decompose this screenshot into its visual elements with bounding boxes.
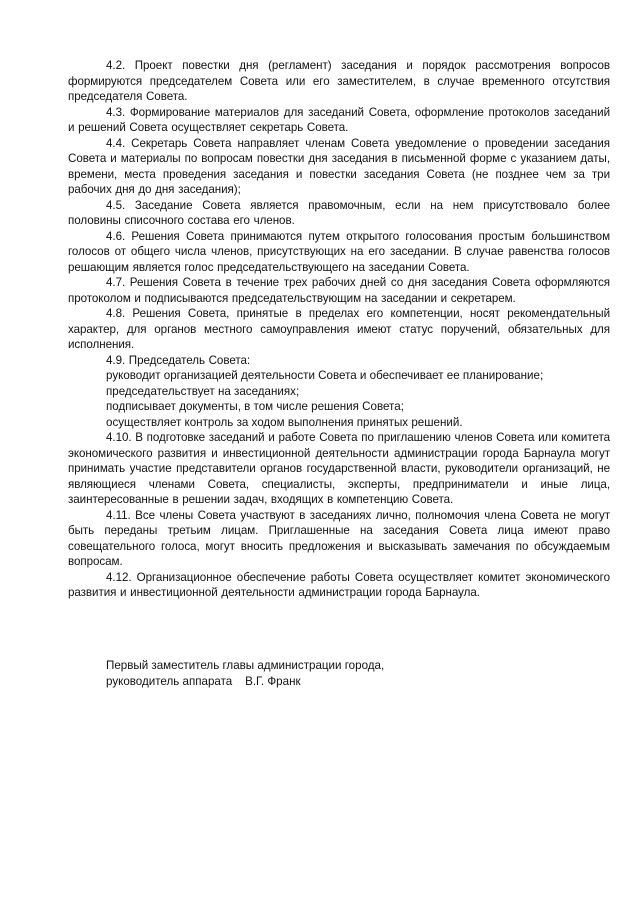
paragraph-4-7: 4.7. Решения Совета в течение трех рабочих дней со дня заседания Совета оформляются протоколом и подписываются председательствующим на заседании и секретарем. [68, 276, 610, 305]
paragraph-4-9: 4.9. Председатель Совета: [106, 353, 251, 367]
chair-duty-item: подписывает документы, в том числе решения Совета; [106, 400, 404, 413]
chair-duty-item: руководит организацией деятельности Совета и обеспечивает ее планирование; [106, 369, 544, 382]
paragraph-4-11: 4.11. Все члены Совета участвуют в заседаниях лично, полномочия члена Совета не могут быть переданы третьим лицам. Приглашенные на заседания Совета лица имеют право совещательного голоса, могут вносить предложения и высказывать замечания по обсуждаемым вопросам. [68, 508, 610, 568]
paragraph-4-8: 4.8. Решения Совета, принятые в пределах его компетенции, носят рекомендательный характер, для органов местного самоуправления имеют статус поручений, обязательных для исполнения. [68, 307, 610, 351]
paragraph-4-5: 4.5. Заседание Совета является правомочным, если на нем присутствовало более половины списочного состава его членов. [68, 198, 610, 227]
signature-block [106, 658, 384, 690]
paragraph-4-4: 4.4. Секретарь Совета направляет членам Совета уведомление о проведении заседания Совета и материалы по вопросам повестки дня заседания в письменной форме с указанием даты, времени, места проведения заседания и повестки заседания Совета (не позднее чем за три рабочих дня до дня заседания); [68, 136, 610, 196]
paragraph-4-3: 4.3. Формирование материалов для заседаний Совета, оформление протоколов заседаний и решений Совета осуществляет секретарь Совета. [68, 105, 610, 134]
signature-position: Первый заместитель главы администрации города, [106, 659, 385, 672]
paragraph-4-6: 4.6. Решения Совета принимаются путем открытого голосования простым большинством голосов от общего числа членов, присутствующих на его заседании. В случае равенства голосов решающим является голос председательствующего на заседании Совета. [68, 229, 610, 274]
paragraph-4-2: 4.2. Проект повестки дня (регламент) заседания и порядок рассмотрения вопросов формируются председателем Совета или его заместителем, в случае временного отсутствия председателя Совета. [68, 59, 610, 103]
chair-duty-item: председательствует на заседаниях; [106, 384, 300, 398]
paragraph-4-12: 4.12. Организационное обеспечение работы Совета осуществляет комитет экономического развития и инвестиционной деятельности администрации города Барнаула. [68, 570, 610, 599]
signature-name: руководитель аппарата В.Г. Франк [106, 675, 301, 688]
chair-duties-list [68, 368, 610, 430]
document-body [68, 58, 610, 601]
paragraph-4-10: 4.10. В подготовке заседаний и работе Совета по приглашению членов Совета или комитета экономического развития и инвестиционной деятельности администрации города Барнаула могут принимать участие представители органов государственной власти, руководители организаций, не являющиеся членами Совета, специалисты, эксперты, предприниматели и иные лица, заинтересованные в решении задач, входящих в компетенцию Совета. [68, 431, 610, 506]
chair-duty-item: осуществляет контроль за ходом выполнения принятых решений. [106, 415, 463, 429]
